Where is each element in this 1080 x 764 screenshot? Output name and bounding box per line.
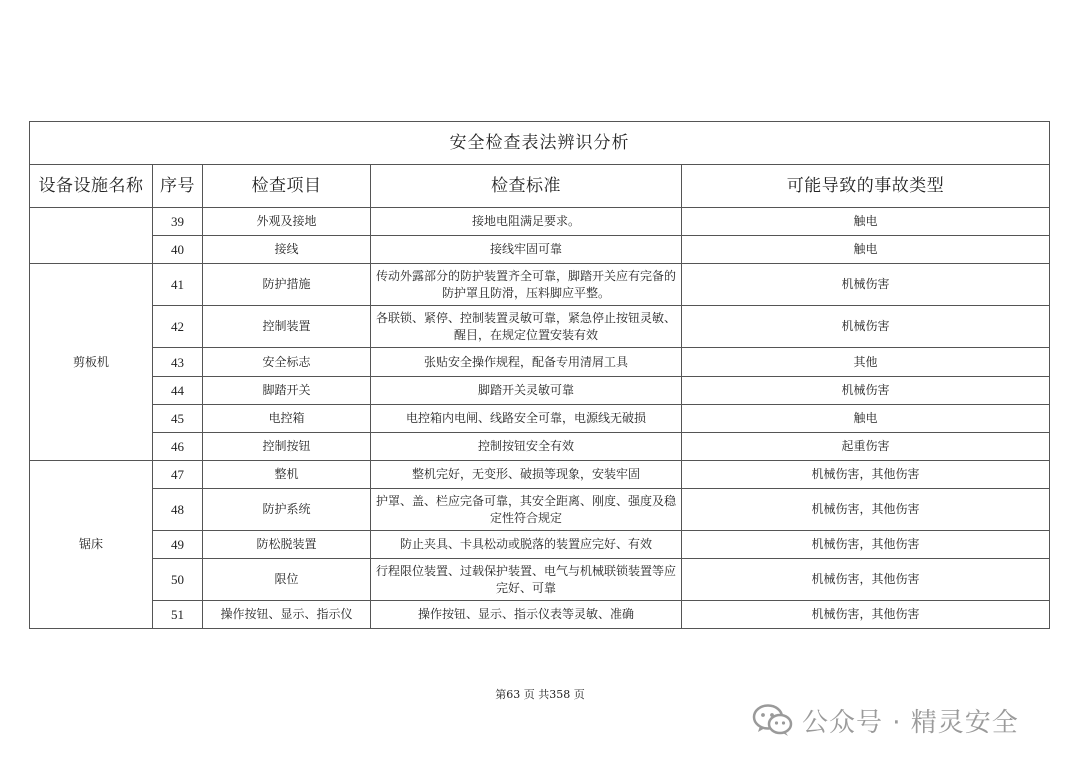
accident-type: 机械伤害 — [682, 306, 1050, 348]
row-number: 50 — [153, 559, 203, 601]
table-row — [30, 348, 1050, 377]
accident-type: 机械伤害，其他伤害 — [682, 531, 1050, 559]
check-item: 防护系统 — [203, 489, 371, 531]
row-number: 43 — [153, 348, 203, 377]
header-check-standard: 检查标准 — [371, 165, 682, 208]
table-row — [30, 531, 1050, 559]
table-row — [30, 405, 1050, 433]
group-name-cell — [30, 208, 153, 264]
check-item: 控制按钮 — [203, 433, 371, 461]
check-standard: 张贴安全操作规程，配备专用清屑工具 — [371, 348, 682, 377]
accident-type: 机械伤害 — [682, 264, 1050, 306]
row-number: 48 — [153, 489, 203, 531]
check-standard: 行程限位装置、过载保护装置、电气与机械联锁装置等应完好、可靠 — [371, 559, 682, 601]
group-name-cell: 剪板机 — [30, 264, 153, 461]
table-title: 安全检查表法辨识分析 — [30, 122, 1050, 165]
header-check-item: 检查项目 — [203, 165, 371, 208]
row-number: 46 — [153, 433, 203, 461]
accident-type: 触电 — [682, 208, 1050, 236]
header-accident-type: 可能导致的事故类型 — [682, 165, 1050, 208]
check-item: 外观及接地 — [203, 208, 371, 236]
check-standard: 脚踏开关灵敏可靠 — [371, 377, 682, 405]
wechat-icon — [752, 703, 794, 737]
table-row — [30, 489, 1050, 531]
accident-type: 机械伤害，其他伤害 — [682, 559, 1050, 601]
accident-type: 机械伤害，其他伤害 — [682, 461, 1050, 489]
accident-type: 机械伤害 — [682, 377, 1050, 405]
check-item: 控制装置 — [203, 306, 371, 348]
table-row — [30, 601, 1050, 629]
row-number: 47 — [153, 461, 203, 489]
check-item: 整机 — [203, 461, 371, 489]
table-row — [30, 461, 1050, 489]
check-standard: 接地电阻满足要求。 — [371, 208, 682, 236]
table-row — [30, 236, 1050, 264]
table-row — [30, 306, 1050, 348]
accident-type: 其他 — [682, 348, 1050, 377]
safety-checklist-table — [29, 121, 1050, 629]
check-item: 限位 — [203, 559, 371, 601]
check-item: 安全标志 — [203, 348, 371, 377]
check-item: 脚踏开关 — [203, 377, 371, 405]
accident-type: 机械伤害，其他伤害 — [682, 601, 1050, 629]
row-number: 49 — [153, 531, 203, 559]
accident-type: 触电 — [682, 236, 1050, 264]
check-standard: 防止夹具、卡具松动或脱落的装置应完好、有效 — [371, 531, 682, 559]
row-number: 41 — [153, 264, 203, 306]
page-footer: 第63 页 共358 页 — [495, 688, 585, 701]
table-row — [30, 377, 1050, 405]
accident-type: 触电 — [682, 405, 1050, 433]
row-number: 39 — [153, 208, 203, 236]
table-row — [30, 208, 1050, 236]
accident-type: 起重伤害 — [682, 433, 1050, 461]
check-item: 防松脱装置 — [203, 531, 371, 559]
row-number: 42 — [153, 306, 203, 348]
check-item: 防护措施 — [203, 264, 371, 306]
check-item: 电控箱 — [203, 405, 371, 433]
row-number: 51 — [153, 601, 203, 629]
table-row — [30, 559, 1050, 601]
check-standard: 操作按钮、显示、指示仪表等灵敏、准确 — [371, 601, 682, 629]
header-number: 序号 — [153, 165, 203, 208]
accident-type: 机械伤害，其他伤害 — [682, 489, 1050, 531]
check-standard: 传动外露部分的防护装置齐全可靠，脚踏开关应有完备的防护罩且防滑，压料脚应平整。 — [371, 264, 682, 306]
header-equipment-name: 设备设施名称 — [30, 165, 153, 208]
row-number: 44 — [153, 377, 203, 405]
table-row — [30, 264, 1050, 306]
check-standard: 电控箱内电闸、线路安全可靠，电源线无破损 — [371, 405, 682, 433]
check-item: 操作按钮、显示、指示仪 — [203, 601, 371, 629]
check-standard: 接线牢固可靠 — [371, 236, 682, 264]
watermark — [752, 700, 1019, 740]
check-standard: 控制按钮安全有效 — [371, 433, 682, 461]
check-standard: 整机完好，无变形、破损等现象，安装牢固 — [371, 461, 682, 489]
check-standard: 各联锁、紧停、控制装置灵敏可靠，紧急停止按钮灵敏、醒目，在规定位置安装有效 — [371, 306, 682, 348]
check-item: 接线 — [203, 236, 371, 264]
check-standard: 护罩、盖、栏应完备可靠，其安全距离、刚度、强度及稳定性符合规定 — [371, 489, 682, 531]
table-row — [30, 433, 1050, 461]
row-number: 45 — [153, 405, 203, 433]
watermark-text: 公众号 · 精灵安全 — [802, 707, 1019, 738]
row-number: 40 — [153, 236, 203, 264]
group-name-cell: 锯床 — [30, 461, 153, 629]
